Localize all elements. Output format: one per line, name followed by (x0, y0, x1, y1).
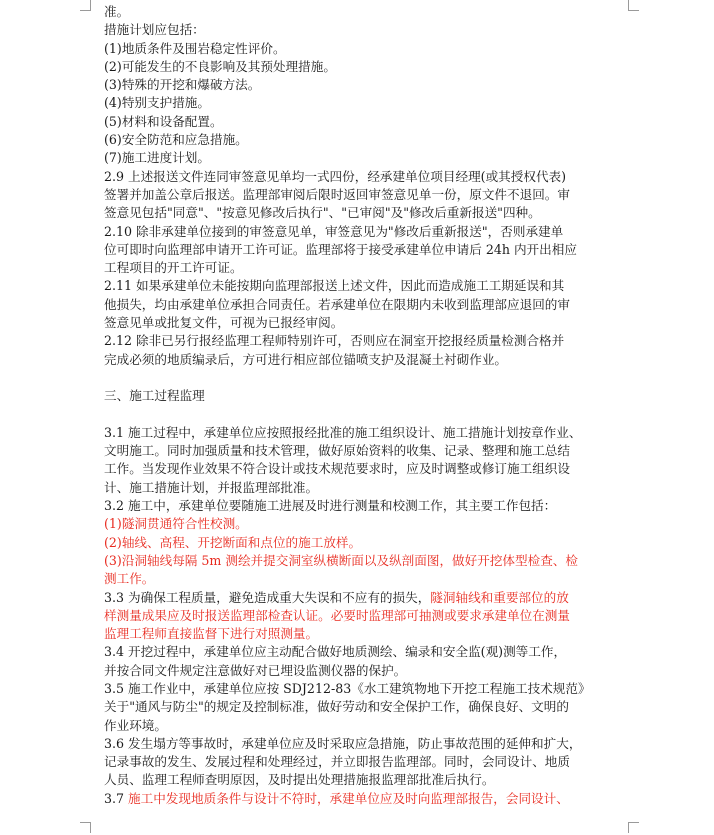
measure-item: (7)施工进度计划。 (104, 150, 210, 166)
paragraph-3-3-line (104, 607, 634, 625)
paragraph-3-7-number: 3.7 (104, 790, 129, 806)
document-body (104, 3, 634, 808)
measure-item: (5)材料和设备配置。 (104, 113, 223, 129)
paragraph-3-6-line: 人员、监理工程师查明原因，及时提出处理措施报监理部批准后执行。 (104, 772, 495, 788)
paragraph-2-10-line: 2.10 除非承建单位接到的审签意见单，审签意见为"修改后重新报送"，否则承建单 (104, 223, 564, 239)
paragraph-2-9-line: 2.9 上述报送文件连同审签意见单均一式四份，经承建单位项目经理(或其授权代表) (104, 168, 567, 184)
paragraph-3-1-line: 工作。当发现作业效果不符合设计或技术规范要求时，应及时调整或修订施工组织设 (104, 461, 570, 477)
paragraph-3-6-line: 3.6 发生塌方等事故时，承建单位应及时采取应急措施，防止事故范围的延伸和扩大， (104, 735, 582, 751)
paragraph-3-3-highlight: 隧洞轴线和重要部位的放 (430, 589, 569, 605)
paragraph-3-2-item: (3)沿洞轴线每隔 5m 测绘并提交洞室纵横断面以及纵剖面图，做好开挖体型检查、检 (104, 552, 578, 568)
paragraph-3-5-line: 3.5 施工作业中，承建单位应按 SDJ212-83《水工建筑物地下开挖工程施工技术规范》 (104, 680, 591, 696)
paragraph-3-1-line: 计、施工措施计划，并报监理部批准。 (104, 479, 319, 495)
paragraph-3-3-text: 3.3 为确保工程质量，避免造成重大失误和不应有的损失， (104, 589, 431, 605)
paragraph-3-4-line: 并按合同文件规定注意做好对已埋设监测仪器的保护。 (104, 662, 407, 678)
paragraph-2-10-line: 位可即时向监理部申请开工许可证。监理部将于接受承建单位申请后 24h 内开出相应 (104, 241, 577, 257)
paragraph-3-2-item: 测工作。 (104, 571, 155, 587)
paragraph-3-1-line: 文明施工。同时加强质量和技术管理，做好原始资料的收集、记录、整理和施工总结 (104, 443, 570, 459)
paragraph-3-3-line (104, 625, 634, 643)
blank-line (104, 406, 634, 424)
section-3-heading: 三、施工过程监理 (104, 388, 205, 404)
measure-item: (4)特别支护措施。 (104, 95, 210, 111)
text-line: 准。 (104, 4, 130, 19)
paragraph-3-3-highlight: 监理工程师直接监督下进行对照测量。 (104, 626, 319, 642)
paragraph-2-9-line: 签意见包括"同意"、"按意见修改后执行"、"已审阅"及"修改后重新报送"四种。 (104, 205, 541, 221)
measure-item: (1)地质条件及围岩稳定性评价。 (104, 40, 286, 56)
measure-item: (6)安全防范和应急措施。 (104, 132, 248, 148)
paragraph-3-7-line (104, 790, 634, 808)
paragraph-2-12-line: 2.12 除非已另行报经监理工程师特别许可，否则应在洞室开挖报经质量检测合格并 (104, 333, 565, 349)
measures-title: 措施计划应包括： (104, 22, 205, 38)
paragraph-3-1-line: 3.1 施工过程中，承建单位应按照报经批准的施工组织设计、施工措施计划按章作业、 (104, 424, 582, 440)
measure-item: (2)可能发生的不良影响及其预处理措施。 (104, 58, 336, 74)
paragraph-2-10-line: 工程项目的开工许可证。 (104, 260, 243, 276)
crop-mark-top-left (80, 0, 91, 11)
blank-line (104, 369, 634, 387)
paragraph-2-9-line: 签署并加盖公章后报送。监理部审阅后限时返回审签意见单一份，原文件不退回。审 (104, 186, 570, 202)
paragraph-3-2-intro: 3.2 施工中，承建单位要随施工进展及时进行测量和校测工作，其主要工作包括： (104, 498, 557, 514)
paragraph-3-3-highlight: 样测量成果应及时报送监理部检查认证。必要时监理部可抽测或要求承建单位在测量 (104, 607, 570, 623)
paragraph-3-4-line: 3.4 开挖过程中，承建单位应主动配合做好地质测绘、编录和安全监(观)测等工作， (104, 644, 567, 660)
paragraph-2-11-line: 2.11 如果承建单位未能按期向监理部报送上述文件，因此而造成施工工期延误和其 (104, 278, 565, 294)
paragraph-3-6-line: 记录事故的发生、发展过程和处理经过，并立即报告监理部。同时，会同设计、地质 (104, 754, 570, 770)
crop-mark-bottom-left (80, 822, 91, 833)
paragraph-3-5-line: 关于"通风与防尘"的规定及控制标准，做好劳动和安全保护工作，确保良好、文明的 (104, 699, 569, 715)
paragraph-2-11-line: 他损失，均由承建单位承担合同责任。若承建单位在限期内未收到监理部应退回的审 (104, 296, 570, 312)
crop-mark-bottom-right (628, 822, 639, 833)
paragraph-2-11-line: 签意见单或批复文件，可视为已报经审阅。 (104, 315, 344, 331)
paragraph-3-7-highlight: 施工中发现地质条件与设计不符时，承建单位应及时向监理部报告，会同设计、 (128, 790, 569, 806)
paragraph-3-2-item: (1)隧洞贯通符合性校测。 (104, 516, 248, 532)
measure-item: (3)特殊的开挖和爆破方法。 (104, 77, 261, 93)
paragraph-3-3-line (104, 589, 634, 607)
paragraph-3-2-item: (2)轴线、高程、开挖断面和点位的施工放样。 (104, 534, 362, 550)
paragraph-3-5-line: 作业环境。 (104, 717, 167, 733)
paragraph-2-12-line: 完成必须的地质编录后，方可进行相应部位锚喷支护及混凝土衬砌作业。 (104, 351, 507, 367)
